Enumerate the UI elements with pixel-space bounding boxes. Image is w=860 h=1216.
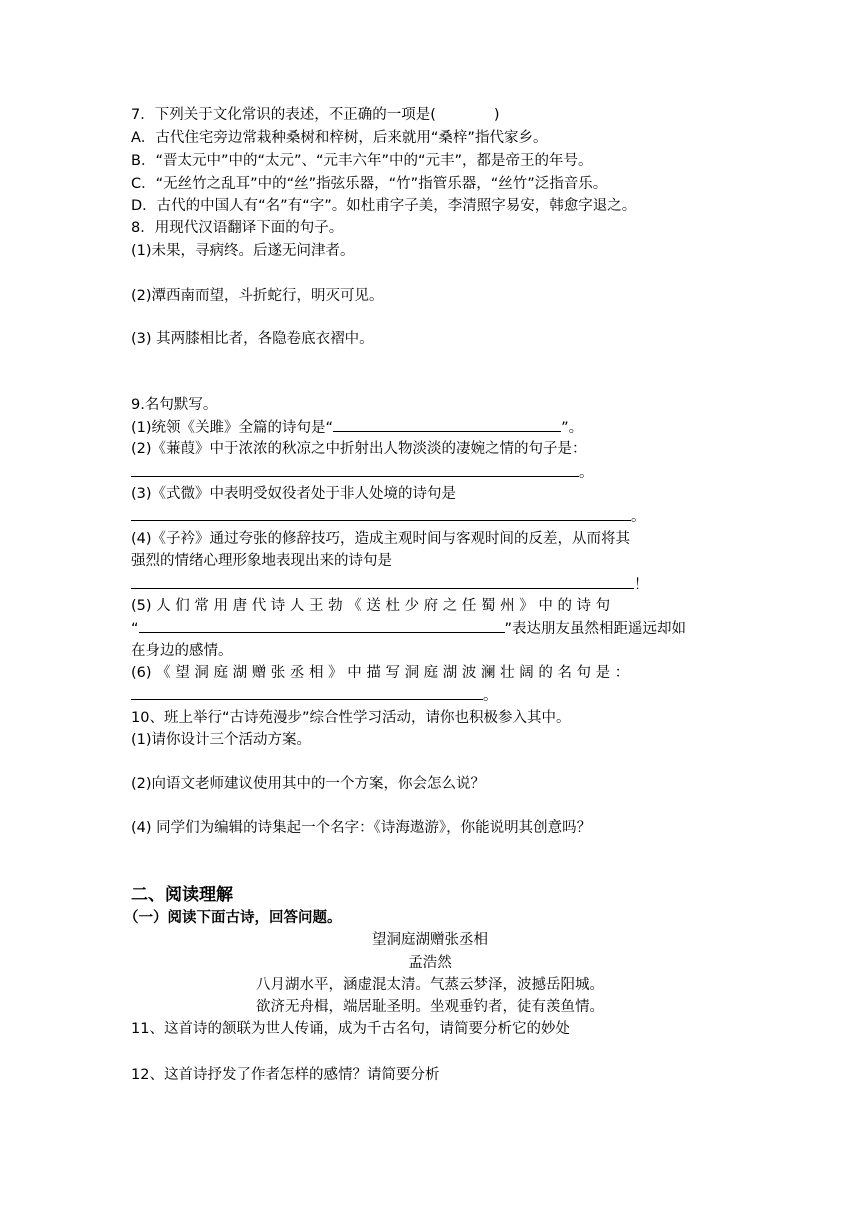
q9-item-1-blank [333, 417, 561, 432]
q9-item-4: (4)《子衿》通过夸张的修辞技巧，造成主观时间与客观时间的反差，从而将其 [131, 531, 631, 547]
q9-item-3-blank [131, 506, 631, 521]
q9-item-3: (3)《式微》中表明受奴役者处于非人处境的诗句是 [131, 486, 457, 502]
q9-item-5-cont: 在身边的感情。 [131, 643, 233, 659]
q9-item-4-cont: 强烈的情绪心理形象地表现出来的诗句是 [131, 553, 392, 569]
q9-item-4-end: ！ [634, 577, 649, 593]
q9-item-2-end: 。 [579, 465, 594, 481]
q7-option-d: D．古代的中国人有“名”有“字”。如杜甫字子美，李清照字易安，韩愈字退之。 [131, 198, 637, 214]
q9-item-3-end: 。 [631, 509, 646, 525]
q9-item-5-open: “ [131, 621, 139, 637]
q12-stem: 12、这首诗抒发了作者怎样的感情？请简要分析 [131, 1067, 440, 1083]
q7-option-b: B．“晋太元中”中的“太元”、“元丰六年”中的“元丰”，都是帝王的年号。 [131, 153, 593, 169]
q9-item-3-answer [131, 506, 646, 528]
q8-item-1: (1)未果，寻病终。后遂无问津者。 [131, 243, 355, 259]
q10-item-1: (1)请你设计三个活动方案。 [131, 732, 312, 748]
q7-stem [131, 105, 500, 126]
q9-item-5-answer [131, 618, 686, 640]
q9-item-5: (5) 人 们 常 用 唐 代 诗 人 王 勃 《 送 杜 少 府 之 任 蜀 州 》 中 的 诗 句 [131, 598, 611, 614]
q9-item-6-end: 。 [483, 688, 498, 704]
q11-stem: 11、这首诗的颔联为世人传诵，成为千古名句，请简要分析它的妙处 [131, 1021, 570, 1037]
q9-item-1-text: (1)统领《关雎》全篇的诗句是“ [131, 420, 334, 436]
q8-item-2: (2)潭西南而望，斗折蛇行，明灭可见。 [131, 288, 384, 304]
q7-stem-text: 7．下列关于文化常识的表述，不正确的一项是( [131, 107, 436, 123]
q7-option-a: A．古代住宅旁边常栽种桑树和梓树，后来就用“桑梓”指代家乡。 [131, 130, 548, 146]
q9-item-6-answer [131, 685, 498, 707]
q9-item-6-blank [131, 685, 483, 700]
q9-item-2-blank [131, 462, 579, 477]
section-2-subtitle: （一）阅读下面古诗，回答问题。 [124, 910, 342, 926]
q9-item-2-answer [131, 462, 594, 484]
q9-item-1 [131, 417, 583, 439]
poem-line-1: 八月湖水平，涵虚混太清。气蒸云梦泽，波撼岳阳城。 [256, 977, 604, 993]
poem-author: 孟浩然 [408, 955, 452, 971]
q9-item-5-close: ”表达朋友虽然相距遥远却如 [504, 621, 687, 637]
q9-item-2: (2)《蒹葭》中于浓浓的秋凉之中折射出人物淡淡的凄婉之情的句子是： [131, 441, 587, 457]
section-2-title: 二、阅读理解 [131, 885, 233, 905]
q9-item-5-blank [139, 618, 505, 633]
q9-item-6: (6) 《 望 洞 庭 湖 赠 张 丞 相 》 中 描 写 洞 庭 湖 波 澜 壮 阔 的 名 句 是 ： [131, 665, 630, 681]
q10-item-2: (2)向语文老师建议使用其中的一个方案，你会怎么说？ [131, 776, 486, 792]
q9-stem: 9.名句默写。 [131, 397, 218, 413]
poem-title: 望洞庭湖赠张丞相 [372, 932, 488, 948]
q9-item-4-blank [131, 574, 634, 589]
poem-line-2: 欲济无舟楫，端居耻圣明。坐观垂钓者，徒有羡鱼情。 [256, 999, 604, 1015]
q9-item-4-answer [131, 574, 649, 596]
q8-stem: 8．用现代汉语翻译下面的句子。 [131, 220, 344, 236]
q7-stem-close: ) [493, 107, 500, 123]
q7-option-c: C．“无丝竹之乱耳”中的“丝”指弦乐器，“竹”指管乐器，“丝竹”泛指音乐。 [131, 176, 608, 192]
q10-item-4: (4) 同学们为编辑的诗集起一个名字：《诗海遨游》，你能说明其创意吗？ [131, 820, 592, 836]
q9-item-1-close: ”。 [561, 420, 584, 436]
q10-stem: 10、班上举行“古诗苑漫步”综合性学习活动，请你也积极参入其中。 [131, 710, 571, 726]
q8-item-3: (3) 其两膝相比者，各隐卷底衣褶中。 [131, 331, 374, 347]
